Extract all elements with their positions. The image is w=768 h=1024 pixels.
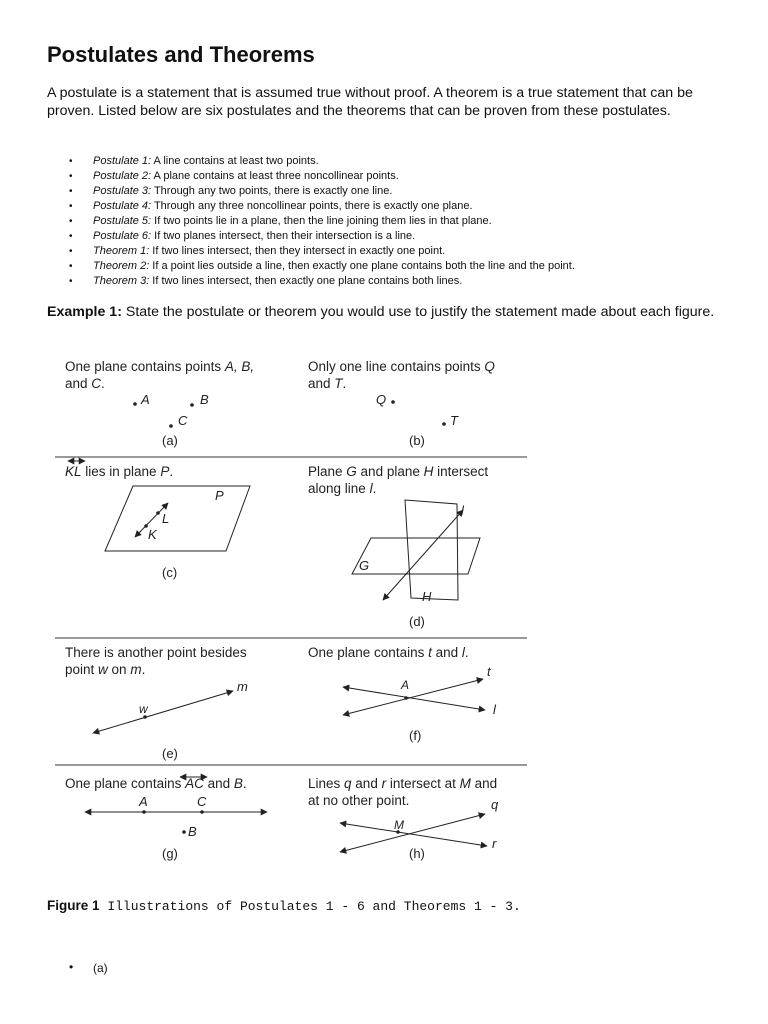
line-l-label: l <box>461 503 464 518</box>
point-k-label: K <box>148 527 157 542</box>
point-q-label: Q <box>376 392 387 407</box>
point-b <box>182 830 186 834</box>
line-t-label: t <box>487 664 491 679</box>
panel-b-text-line2: and T. <box>308 376 347 391</box>
answer-list <box>47 961 108 975</box>
example-label: Example 1: <box>47 304 122 320</box>
list-item <box>47 214 575 229</box>
panel-b-text-line1: Only one line contains points Q <box>308 359 495 374</box>
list-item: • (a) <box>47 961 108 975</box>
item-text: Through any two points, there is exactly one line. <box>151 185 393 197</box>
point-c <box>200 810 204 814</box>
plane-p <box>105 486 250 551</box>
intro-paragraph: A postulate is a statement that is assumed true without proof. A theorem is a true statement that can be proven. Listed below are six postulates and the theorems that can be proven from these postulates. <box>47 85 693 119</box>
item-text: If two points lie in a plane, then the line joining them lies in that plane. <box>151 215 492 227</box>
panel-e <box>65 645 248 761</box>
list-item <box>47 184 575 199</box>
line-r <box>340 823 487 846</box>
list-item <box>47 259 575 274</box>
panel-g <box>65 776 267 861</box>
point-t <box>442 422 446 426</box>
point-c-label: C <box>197 794 207 809</box>
item-text: If two lines intersect, then they intersect in exactly one point. <box>149 245 446 257</box>
item-label: Postulate 5: <box>93 215 152 227</box>
panel-a-text-line2: and C. <box>65 376 105 391</box>
point-l-label: L <box>162 511 170 526</box>
point-a-label: A <box>139 794 148 809</box>
plane-p-label: P <box>215 488 224 503</box>
panel-h-text-line2: at no other point. <box>308 793 410 808</box>
panel-c <box>65 461 250 580</box>
point-a <box>404 696 408 700</box>
panel-g-caption: (g) <box>162 846 178 861</box>
panel-b-caption: (b) <box>409 433 425 448</box>
panel-f-caption: (f) <box>409 728 422 743</box>
list-item <box>47 169 575 184</box>
point-q <box>391 400 395 404</box>
item-text: If a point lies outside a line, then exactly one plane contains both the line and the point. <box>149 260 575 272</box>
line-m <box>93 691 233 733</box>
item-text: If two planes intersect, then their intersection is a line. <box>151 230 416 242</box>
point-c <box>169 424 173 428</box>
line-m-label: m <box>237 679 248 694</box>
plane-g <box>352 538 480 574</box>
figure-caption-text: Illustrations of Postulates 1 - 6 and Theorems 1 - 3. <box>99 899 521 914</box>
plane-h <box>405 500 458 600</box>
panel-f-text-line1: One plane contains t and l. <box>308 645 469 660</box>
point-a <box>133 402 137 406</box>
line-l <box>383 510 463 600</box>
point-a-label: A <box>401 678 410 692</box>
item-label: Postulate 4: <box>93 200 152 212</box>
item-label: Theorem 1: <box>93 245 150 257</box>
item-label: Postulate 2: <box>93 170 152 182</box>
point-a-label: A <box>141 392 150 407</box>
point-l <box>156 511 160 515</box>
item-text: A plane contains at least three noncollinear points. <box>151 170 399 182</box>
line-l <box>343 687 485 710</box>
item-text: A line contains at least two points. <box>151 155 319 167</box>
list-item <box>47 229 575 244</box>
panel-a <box>65 359 254 448</box>
panel-d-text-line2: along line l. <box>308 481 377 496</box>
panel-a-caption: (a) <box>162 433 178 448</box>
panel-b <box>308 359 495 448</box>
panel-e-text-line1: There is another point besides <box>65 645 247 660</box>
list-item <box>47 199 575 214</box>
panel-f <box>308 645 497 743</box>
plane-g-label: G <box>359 558 370 573</box>
panel-d <box>308 464 488 629</box>
panel-e-caption: (e) <box>162 746 178 761</box>
panel-g-text-line1: One plane contains AC and B. <box>65 776 247 791</box>
item-label: Theorem 2: <box>93 260 150 272</box>
example-text: State the postulate or theorem you would use to justify the statement made about each figure. <box>121 304 715 320</box>
postulate-list <box>47 154 575 289</box>
point-b-label: B <box>200 392 209 407</box>
page-title: Postulates and Theorems <box>47 42 315 67</box>
point-b <box>190 403 194 407</box>
list-item <box>47 274 575 289</box>
item-text: Through any three noncollinear points, there is exactly one plane. <box>151 200 473 212</box>
line-r-label: r <box>492 836 497 851</box>
point-m-label: M <box>394 818 404 832</box>
list-item <box>47 244 575 259</box>
item-label: Theorem 3: <box>93 275 150 287</box>
example-paragraph <box>47 304 727 322</box>
point-b-label: B <box>188 824 197 839</box>
panel-a-text-line1: One plane contains points A, B, <box>65 359 255 374</box>
figure-caption <box>47 898 521 914</box>
figure-illustration <box>55 352 530 870</box>
line-t <box>343 679 483 715</box>
list-item <box>47 154 575 169</box>
point-t-label: T <box>450 413 458 428</box>
item-text: If two lines intersect, then exactly one plane contains both lines. <box>149 275 463 287</box>
panel-d-caption: (d) <box>409 614 425 629</box>
panel-c-text-line1: KL lies in plane P. <box>65 464 174 479</box>
point-c-label: C <box>178 413 188 428</box>
point-w-label: w <box>139 702 148 716</box>
figure-caption-label: Figure 1 <box>47 898 100 913</box>
plane-h-label: H <box>422 589 432 604</box>
panel-h-text-line1: Lines q and r intersect at M and <box>308 776 498 791</box>
item-label: Postulate 1: <box>93 155 152 167</box>
figure-svg <box>55 352 530 870</box>
item-label: Postulate 6: <box>93 230 152 242</box>
line-l-label: l <box>493 702 496 717</box>
item-label: Postulate 3: <box>93 185 152 197</box>
panel-h-caption: (h) <box>409 846 425 861</box>
point-a <box>142 810 146 814</box>
panel-e-text-line2: point w on m. <box>65 662 146 677</box>
panel-c-caption: (c) <box>162 565 178 580</box>
line-q-label: q <box>491 797 499 812</box>
panel-h <box>308 776 499 861</box>
panel-d-text-line1: Plane G and plane H intersect <box>308 464 489 479</box>
